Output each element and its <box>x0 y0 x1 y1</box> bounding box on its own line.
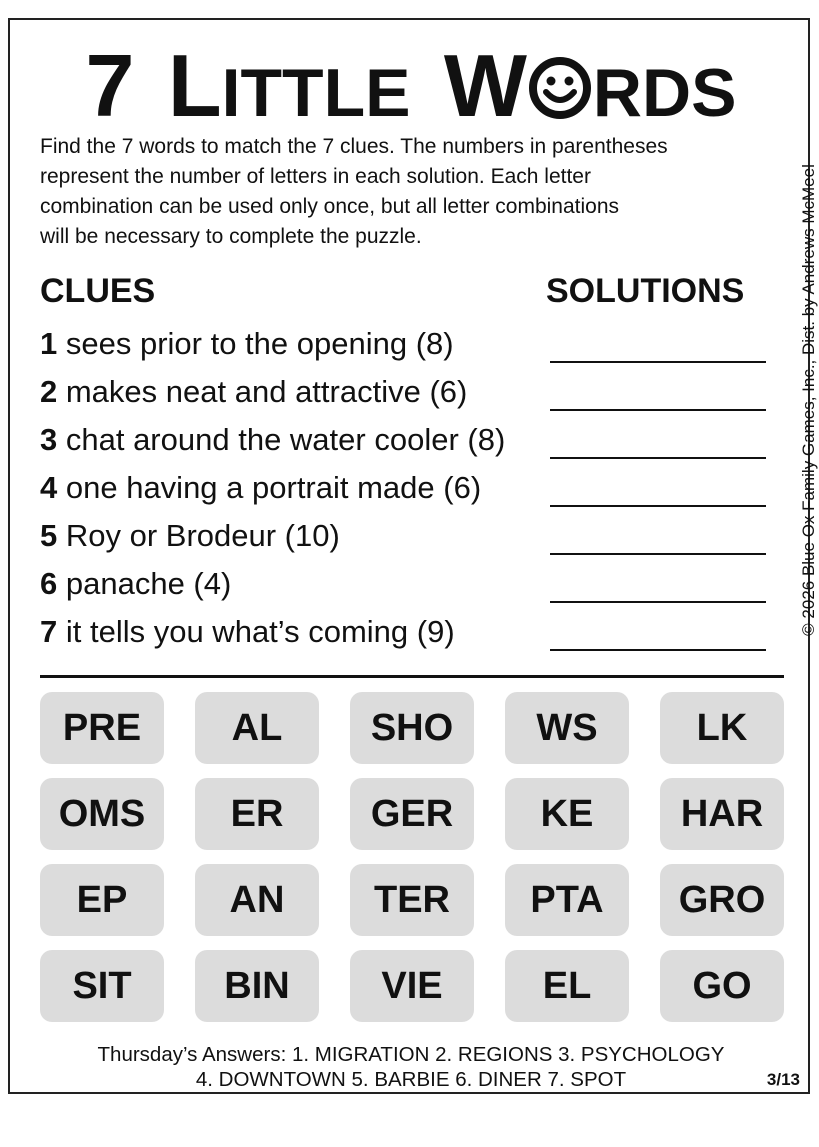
letter-tile[interactable]: AN <box>195 864 319 936</box>
instructions-line: will be necessary to complete the puzzle. <box>40 225 422 248</box>
solution-blank-5[interactable] <box>550 553 766 555</box>
instructions <box>40 132 790 252</box>
clue-description: sees prior to the opening (8) <box>57 326 454 361</box>
answers-line-2: 4. DOWNTOWN 5. BARBIE 6. DINER 7. SPOT <box>195 1068 627 1091</box>
clue-row-1 <box>40 322 770 370</box>
instructions-line: represent the number of letters in each solution. Each letter <box>40 165 591 188</box>
solution-blank-1[interactable] <box>550 361 766 363</box>
title-rds: RDS <box>592 55 737 131</box>
clue-row-5 <box>40 514 770 562</box>
instructions-line: combination can be used only once, but all letter combinations <box>40 195 620 218</box>
clue-row-6 <box>40 562 770 610</box>
letter-tile[interactable]: VIE <box>350 950 474 1022</box>
clue-text <box>40 610 455 654</box>
clue-description: one having a portrait made (6) <box>57 470 482 505</box>
clue-description: Roy or Brodeur (10) <box>57 518 340 553</box>
clue-text <box>40 466 481 510</box>
clue-number: 6 <box>40 566 58 601</box>
previous-answers <box>10 1042 812 1092</box>
clue-description: chat around the water cooler (8) <box>57 422 506 457</box>
letter-tile[interactable]: SIT <box>40 950 164 1022</box>
clue-number: 3 <box>40 422 58 457</box>
clue-number: 2 <box>40 374 58 409</box>
answers-line-1: Thursday’s Answers: 1. MIGRATION 2. REGIONS 3. PSYCHOLOGY <box>97 1043 725 1066</box>
solution-blank-2[interactable] <box>550 409 766 411</box>
clue-number: 4 <box>40 470 58 505</box>
letter-tile[interactable]: WS <box>505 692 629 764</box>
letter-tile[interactable]: TER <box>350 864 474 936</box>
letter-tile[interactable]: EP <box>40 864 164 936</box>
clues-heading: CLUES <box>40 272 156 310</box>
letter-tile[interactable]: AL <box>195 692 319 764</box>
title-ittle: ITTLE <box>221 55 411 131</box>
letter-tile[interactable]: OMS <box>40 778 164 850</box>
letter-tile[interactable]: PRE <box>40 692 164 764</box>
solutions-heading: SOLUTIONS <box>546 272 745 310</box>
letter-tile[interactable]: HAR <box>660 778 784 850</box>
instructions-line: Find the 7 words to match the 7 clues. The numbers in parentheses <box>40 135 668 158</box>
letter-tile[interactable]: PTA <box>505 864 629 936</box>
solution-blank-3[interactable] <box>550 457 766 459</box>
clue-row-2 <box>40 370 770 418</box>
letter-tile[interactable]: ER <box>195 778 319 850</box>
letter-tile[interactable]: LK <box>660 692 784 764</box>
clue-number: 7 <box>40 614 58 649</box>
clue-text <box>40 514 340 558</box>
clue-row-7 <box>40 610 770 658</box>
letter-tile-grid <box>40 692 784 1022</box>
letter-tile[interactable]: BIN <box>195 950 319 1022</box>
letter-tile[interactable]: GER <box>350 778 474 850</box>
clue-number: 1 <box>40 326 58 361</box>
clue-text <box>40 418 505 462</box>
clue-row-4 <box>40 466 770 514</box>
clue-text <box>40 322 454 366</box>
solution-blank-4[interactable] <box>550 505 766 507</box>
letter-tile[interactable]: KE <box>505 778 629 850</box>
puzzle-frame <box>8 18 818 1094</box>
title-w: W <box>443 36 527 135</box>
clue-number: 5 <box>40 518 58 553</box>
puzzle-title <box>10 36 812 135</box>
letter-tile[interactable]: GRO <box>660 864 784 936</box>
solution-blank-7[interactable] <box>550 649 766 651</box>
clue-text <box>40 370 467 414</box>
clue-description: makes neat and attractive (6) <box>57 374 468 409</box>
copyright-credit: © 2026 Blue Ox Family Games, Inc., Dist. by Andrews McMeel <box>799 164 818 636</box>
smiley-face-icon <box>528 56 592 120</box>
letter-tile[interactable]: SHO <box>350 692 474 764</box>
clue-description: it tells you what’s coming (9) <box>57 614 455 649</box>
clue-text <box>40 562 231 606</box>
letter-tile[interactable]: GO <box>660 950 784 1022</box>
puzzle-date: 3/13 <box>766 1070 800 1089</box>
clue-description: panache (4) <box>57 566 232 601</box>
solution-blank-6[interactable] <box>550 601 766 603</box>
letter-tile[interactable]: EL <box>505 950 629 1022</box>
section-divider <box>40 675 784 678</box>
title-number: 7 <box>85 36 135 135</box>
clue-row-3 <box>40 418 770 466</box>
title-l: L <box>167 36 222 135</box>
